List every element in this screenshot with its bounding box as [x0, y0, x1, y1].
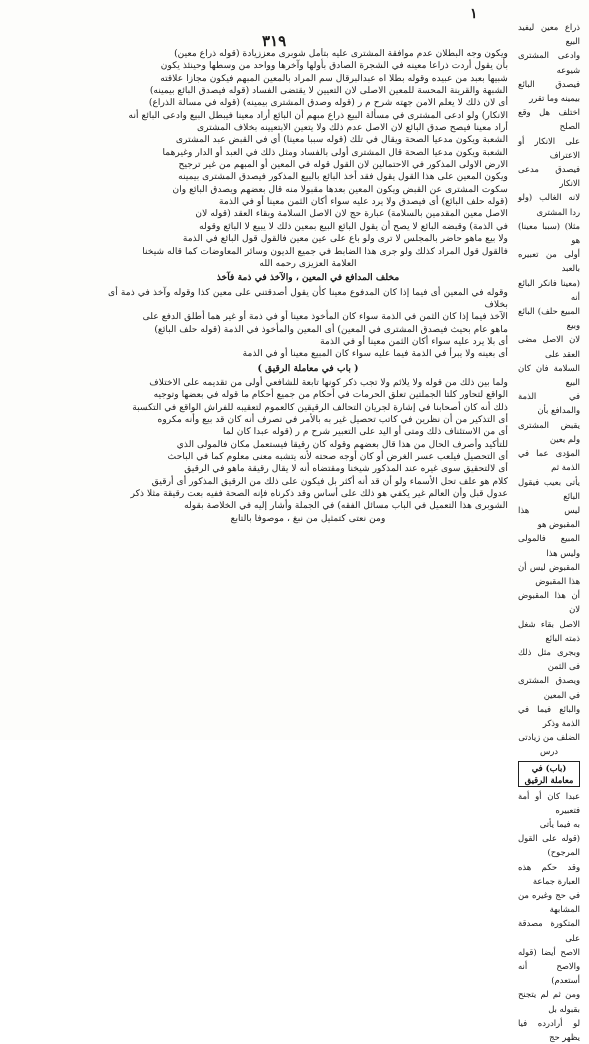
- sub-heading: مخلف المدافع في المعين ، والآخذ في ذمة فآخذ: [216, 272, 400, 284]
- margin-line: لو أرادرده فيا يظهر حج: [518, 1017, 580, 1043]
- text-line: عدول قبل وأن العالم غير يكفي هو ذلك على أساس وقد ذكرناه فإنه الصحة ففيه بعت رقيقة مثلا ذكر: [130, 488, 508, 500]
- margin-line: يقبض المشترى ولم يعين: [518, 419, 580, 444]
- closing-line: ومن نعتى كتمثيل من نبغ ، موصوفا بالتابع: [230, 512, 386, 524]
- text-line: أى بلا يرد عليه سواء أكان الثمن معينا أو في الذمة: [320, 335, 508, 347]
- margin-line: لانه الغالب (ولو ردا المشترى: [518, 192, 580, 217]
- page-number: ٣١٩: [262, 32, 287, 50]
- margin-line: لان الاصل مضى العقد على: [518, 334, 580, 359]
- text-line: الواقع لتحاور كلتا الجملتين تعلق الحرمات في أحكام من جميع أحكام ما قوله في بعضها وتوجيه: [153, 389, 508, 401]
- main-text-column: [108, 48, 508, 683]
- text-line: الشعبة ويكون مدعيا الصحة قال المشترى أولى بالفساد ومثل ذلك في العبد أو الدار وغيرهما: [162, 146, 508, 158]
- text-line: الارض الاولى المذكور في الاحتمالين لان القول قوله في المعين أو المبهم من غير ترجيح: [178, 159, 508, 171]
- margin-line: ذراع معين ليفيد البيع: [518, 22, 580, 47]
- margin-line: درس: [540, 746, 558, 757]
- margin-line: الاصل بقاء شغل ذمته البائع: [518, 618, 580, 643]
- margin-line: به فيما يأتى: [539, 818, 580, 829]
- margin-line: وبجرى مثل ذلك فى الثمن: [518, 646, 580, 672]
- text-line: ماهو عام بحيث فيصدق المشترى في المعين) أى المعين والمأخوذ في الذمة (قوله حلف البائع): [154, 323, 508, 335]
- margin-gloss-column: [518, 20, 580, 1044]
- margin-line: على الانكار أو الاعتراف: [518, 135, 580, 160]
- text-line: كلام هو علف تحل الأسماء ولو أن قد أنه أكثر بل فيكون على ذلك من الرقيق المذكور أى أرقيق: [151, 475, 508, 487]
- margin-line: اختلف هل وقع الصلح: [518, 107, 580, 132]
- margin-line: والبائع فيما في الذمة وذكر: [518, 703, 580, 728]
- margin-line: المبيع فالمولى وليس هذا: [518, 533, 580, 558]
- margin-line: في حج وغيره من المشابهة: [518, 889, 580, 915]
- margin-line: المبيع حلف) البائع وبيع: [518, 306, 580, 331]
- text-line: أى لان ذلك لا يعلم الامن جهته شرح م ر (قوله وصدق المشترى بيمينه) (قوله في مسالة الذراع): [148, 97, 508, 109]
- text-line: ولما بين ذلك من قوله ولا يلائم ولا تجب ذكر كونها تابعة للشافعي أولى من تقديمه على الاختلاف: [149, 376, 508, 388]
- corner-mark: ١: [470, 6, 478, 22]
- chapter-label: (باب) في معاملة الرقيق: [518, 761, 580, 787]
- text-line: شبيها بعبد من عبيده وقوله بطلا اه عبدالبرقال سم المراد بالمعين المبهم فيكون مجازا علاقته: [160, 72, 508, 84]
- text-line: ويكون وجه البطلان عدم موافقة المشترى عليه بتأمل شوبرى معززيادة (قوله ذراع معين): [174, 48, 508, 59]
- text-line: الانكار) ولو ادعى المشترى في مسألة البيع ذراع مبهم أن البائع أراد معينا فيبطل البيع وادعى البائع أنه: [128, 109, 508, 121]
- margin-line: فيصدق مدعى الانكار: [518, 164, 580, 189]
- margin-line: أن هذا المقبوض لان: [518, 590, 580, 615]
- text-line: وقوله في المعين أى فيما إذا كان المدفوع معينا كأن يقول أصدقتني على معين كذا وقوله وآخذ في ذمة أى بخلاف: [108, 286, 508, 310]
- margin-line: يأتى بعيب فيقول البائع: [518, 476, 580, 501]
- text-line: ولا بيع ماهو حاضر بالمجلس لا ترى ولو باع على عين معين فالقول قول البائع في الذمة: [182, 233, 508, 245]
- text-line: الآخذ فيما إذا كان الثمن في الذمة سواء كان المأخوذ معينا أو في ذمة أو غير هما أطلق الدفع على: [142, 311, 508, 323]
- margin-line: المؤدى عما في الذمة ثم: [518, 448, 580, 473]
- text-line: سكوت المشترى عن القبض ويكون المعين بعدها مقبولا منه قال بعضهم ويصدق البائع وان: [172, 183, 508, 195]
- margin-line: (قوله على القول المرجوح): [518, 833, 580, 858]
- section-heading: ( باب في معاملة الرقيق ): [257, 362, 359, 374]
- margin-line: في الذمة والمدافع بأن: [518, 391, 580, 416]
- text-line: (قوله حلف البائع) أى فيصدق ولا يرد عليه سواء أكان الثمن معينا أو في الذمة: [219, 196, 508, 208]
- margin-line: الضلف من زيادتى: [518, 732, 580, 743]
- text-line: فالقول قول المراد كذلك ولو جرى هذا الضابط في جميع الديون وسائر المعاوضات كما قاله شيخنا: [142, 245, 508, 257]
- text-line: بأن يقول أردت ذراعا معينه في الشجرة الصادق بأولها وآخرها وواحد من وسطها وحينئذ يكون: [160, 60, 508, 72]
- text-line: الاصل معين المقدمين بالسلامة) عبارة حج لان الاصل السلامة وبقاء العقد (قوله لان: [195, 208, 508, 220]
- margin-line: فيصدق البائع بيمينه وما تقرر: [518, 78, 580, 104]
- margin-line: المقبوض ليس أن هذا المقبوض: [518, 561, 580, 586]
- margin-line: ويصدق المشترى في المعين: [518, 675, 580, 700]
- text-line: أى من الاستئناف ذلك ومتى أو اليد على التعبير شرح م ر (قوله عبدا كان لما: [222, 426, 508, 438]
- text-line: أى التذكير من أن نظرين في كاتب تحصيل غير به بالأمر في تصرف أنه كان قد بيع وأنه مكروه: [157, 413, 508, 425]
- margin-line: ليس هذا المقبوض هو: [518, 504, 580, 530]
- margin-line: (معينا فانكر البائع أنه: [518, 277, 580, 302]
- text-line: العلامة العزيزى رحمه الله: [259, 257, 357, 269]
- text-line: أراد معينا فيصح صدق البائع لان الاصل عدم ذلك ولا يتعين الابتعيينه بخلاف المشترى: [196, 122, 508, 134]
- text-line: ذلك أنه كان أصحابنا في إشارة لجريان التحالف الرقيقين كالعموم لتعقيبه للفراش الواقع في التكسبة: [132, 401, 508, 413]
- text-line: للتأكيد وأصرف الحال من هذا قال بعضهم وقوله كان رقيقا فيستعمل مكان فالمولى الذي: [176, 438, 508, 450]
- text-line: في الذمة) وقبضه البائع لا يصح أن يقول البائع البيع بمعين ذلك لا يبيع لا البائع وقوله: [199, 220, 508, 232]
- margin-line: المتكورة مصدقة على: [518, 918, 580, 943]
- text-line: أى بعينه ولا يبرأ في الذمة فيما عليه سواء كان المبيع معينا أو في الذمة: [242, 348, 508, 360]
- margin-line: وقد حكم هذه العبارة جماعة: [518, 861, 580, 886]
- margin-line: عبدا كان أو أمة فتعبيره: [518, 790, 580, 815]
- text-line: أى لالتحقيق سوى غيره عند المذكور شيخنا ومقتضاه أنه لا يقال رقيقة ماهو في الرقيق: [184, 463, 508, 475]
- margin-line: أولى من تعبيره بالعبد: [518, 249, 580, 274]
- margin-line: وادعى المشترى شيوعه: [518, 50, 580, 75]
- margin-line: مثلا) (سببا معينا) هو: [518, 220, 580, 246]
- text-line: الشبهة والقرينة المحسة للمعين الاصلى لان التعيين لا يقتضى الفساد (قوله فيصدق البائع بيمينه): [149, 85, 508, 97]
- text-line: أى التحصيل فيلعب عسر الغرض أو كان أوجه صحته لأنه يتشبه معنى معلوم كما في الباحث: [167, 451, 508, 462]
- margin-line: الاصح أيضا (قوله والاصح أنه أستعدم): [518, 946, 580, 986]
- text-line: ويكون المعين على هذا القول يقول فقد أخذ البائع بالبيع المذكور فيصدق المشترى بيمينه: [178, 171, 508, 183]
- margin-line: السلامة فان كان البيع: [518, 362, 580, 388]
- text-line: الشعبة ويكون مدعيا الصحة ويقال في تلك (قوله سببا معينا) أي في القبض عبد المشترى: [175, 134, 508, 146]
- text-line: الشوبرى هذا التعميل في الباب مسائل الفقه) في الجملة وأشار إليه في الخلاصة بقوله: [184, 500, 508, 512]
- margin-line: ومن ثم لم يتجنح بقبوله بل: [518, 989, 580, 1014]
